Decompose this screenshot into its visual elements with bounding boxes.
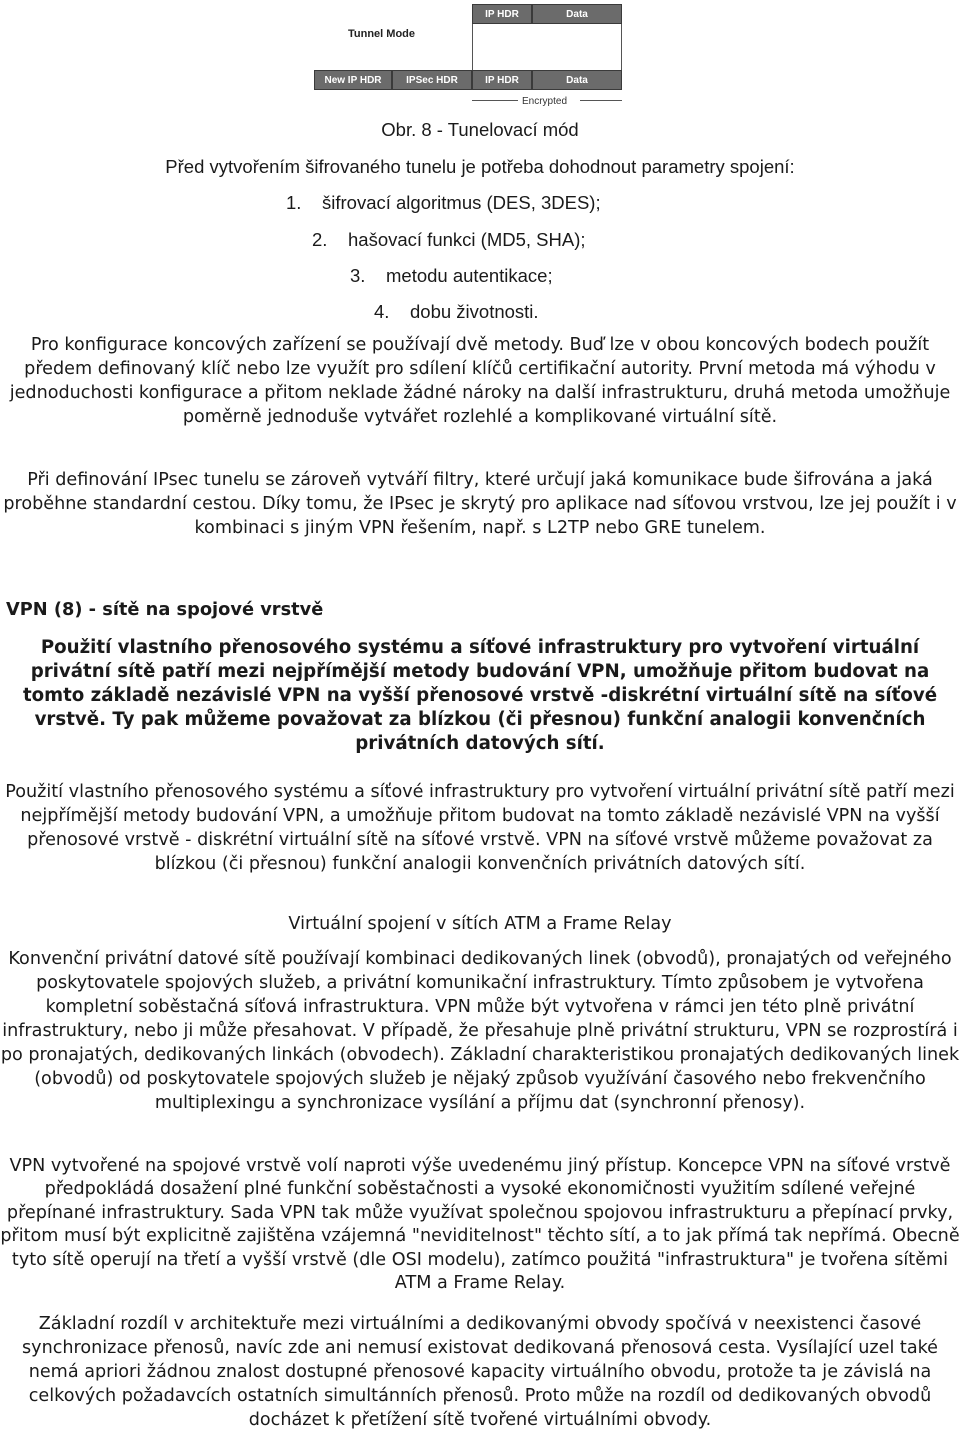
list-text: metodu autentikace;: [386, 265, 553, 286]
connector-line: [621, 24, 622, 70]
list-text: hašovací funkci (MD5, SHA);: [348, 229, 586, 250]
list-item: [312, 228, 586, 252]
bottom-ip-hdr-box: IP HDR: [472, 70, 532, 90]
list-text: šifrovací algoritmus (DES, 3DES);: [322, 192, 601, 213]
paragraph-link-layer-vpn: VPN vytvořené na spojové vrstvě volí naproti výše uvedenému jiný přístup. Koncepce VPN na síťové vrstvě předpokládá dosažení plné funkční soběstačnosti a vysoké ekonomičnosti využitím sdílené veřejné přepínané infrastruktury. Sada VPN tak může využívat společnou spojovou infrastrukturu a přepínací prvky, přitom musí být explicitně zajištěna vzájemná "neviditelnost" těchto sítí, a to jak přímá tak nepřímá. Obecně tyto sítě operují na třetí a vyšší vrstvě (dle OSI modelu), zatímco použitá "infrastruktura" je tvořena sítěmi ATM a Frame Relay.: [0, 1156, 960, 1294]
list-number: 3.: [350, 265, 366, 286]
tunnel-mode-diagram: [300, 0, 660, 112]
subheading: Virtuální spojení v sítích ATM a Frame Relay: [288, 914, 672, 934]
list-number: 2.: [312, 229, 328, 250]
tunnel-mode-label: Tunnel Mode: [348, 28, 416, 40]
bottom-data-box: Data: [532, 70, 622, 90]
paragraph-ipsec-filters: Při definování IPsec tunelu se zároveň vytváří filtry, které určují jaká komunikace bude šifrována a jaká proběhne standardní cestou. Díky tomu, že IPsec je skrytý pro aplikace nad síťovou vrstvou, lze jej použít i v kombinaci s jiným VPN řešením, např. s L2TP nebo GRE tunelem.: [3, 470, 957, 538]
encrypted-bracket: [472, 100, 518, 101]
list-text: dobu životnosti.: [410, 301, 539, 322]
new-ip-hdr-box: New IP HDR: [314, 70, 392, 90]
paragraph-private-networks: Konvenční privátní datové sítě používají kombinaci dedikovaných linek (obvodů), pronajatých od veřejného poskytovatele spojových služeb, a privátní komunikační infrastruktury. Tímto způsobem je vytvořena kompletní soběstačná síťová infrastruktura. VPN může být vytvořena v rámci jen této plně privátní infrastruktury, nebo ji může přesahovat. V případě, že přesahuje plně privátní strukturu, VPN se rozprostírá i po pronajatých, dedikovaných linkách (obvodech). Základní charakteristikou pronajatých dedikovaných linek (obvodů) od poskytovatele spojových služeb je nějaký způsob využívání časového nebo frekvenčního multiplexingu a synchronizace vysílání a příjmu dat (synchronní přenosy).: [0, 949, 960, 1113]
list-item: [374, 300, 539, 324]
list-item: [286, 191, 601, 215]
list-number: 1.: [286, 192, 302, 213]
encrypted-bracket: [580, 100, 622, 101]
encrypted-label: Encrypted: [522, 96, 568, 107]
connector-line: [472, 24, 473, 70]
bold-paragraph: Použití vlastního přenosového systému a síťové infrastruktury pro vytvoření virtuální privátní sítě patří mezi nejpřímější metody budování VPN, umožňuje přitom budovat na tomto základě nezávislé VPN na vyšší přenosové vrstvě -diskrétní virtuální sítě na síťové vrstvě. Ty pak můžeme považovat za blízkou (či přesnou) funkční analogii konvenčních privátních datových sítí.: [22, 637, 938, 754]
top-data-box: Data: [532, 4, 622, 24]
paragraph-virtual-circuits: Základní rozdíl v architektuře mezi virtuálními a dedikovanými obvody spočívá v neexistenci časové synchronizace přenosů, navíc zde ani nemusí existovat dedikovaná přenosová cesta. Vysílající uzel také nemá apriori žádnou znalost dostupné přenosové kapacity virtuálního obvodu, protože ta je závislá na celkových požadavcích ostatních simultánních přenosů. Proto může na rozdíl od dedikovaných obvodů docházet k přetížení sítě tvořené virtuálními obvody.: [21, 1314, 938, 1430]
paragraph-network-layer: Použití vlastního přenosového systému a síťové infrastruktury pro vytvoření virtuální privátní sítě patří mezi nejpřímější metody budování VPN, a umožňuje přitom budovat na tomto základě nezávislé VPN na vyšší přenosové vrstvě - diskrétní virtuální sítě na síťové vrstvě. VPN na síťové vrstvě můžeme považovat za blízkou (či přesnou) funkční analogii konvenčních privátních datových sítí.: [5, 782, 955, 874]
intro-text: Před vytvořením šifrovaného tunelu je potřeba dohodnout parametry spojení:: [165, 156, 795, 177]
top-ip-hdr-box: IP HDR: [472, 4, 532, 24]
list-item: [350, 264, 553, 288]
figure-caption: Obr. 8 - Tunelovací mód: [381, 119, 579, 140]
paragraph-methods: Pro konfigurace koncových zařízení se používají dvě metody. Buď lze v obou koncových bodech použít předem definovaný klíč nebo lze využít pro sdílení klíčů certifikační autority. První metoda má výhodu v jednoduchosti konfigurace a přitom neklade žádné nároky na další infrastrukturu, druhá metoda umožňuje poměrně jednoduše vytvářet rozlehlé a komplikované virtuální sítě.: [9, 335, 951, 427]
section-heading: VPN (8) - sítě na spojové vrstvě: [6, 599, 324, 620]
ipsec-hdr-box: IPSec HDR: [392, 70, 472, 90]
list-number: 4.: [374, 301, 390, 322]
